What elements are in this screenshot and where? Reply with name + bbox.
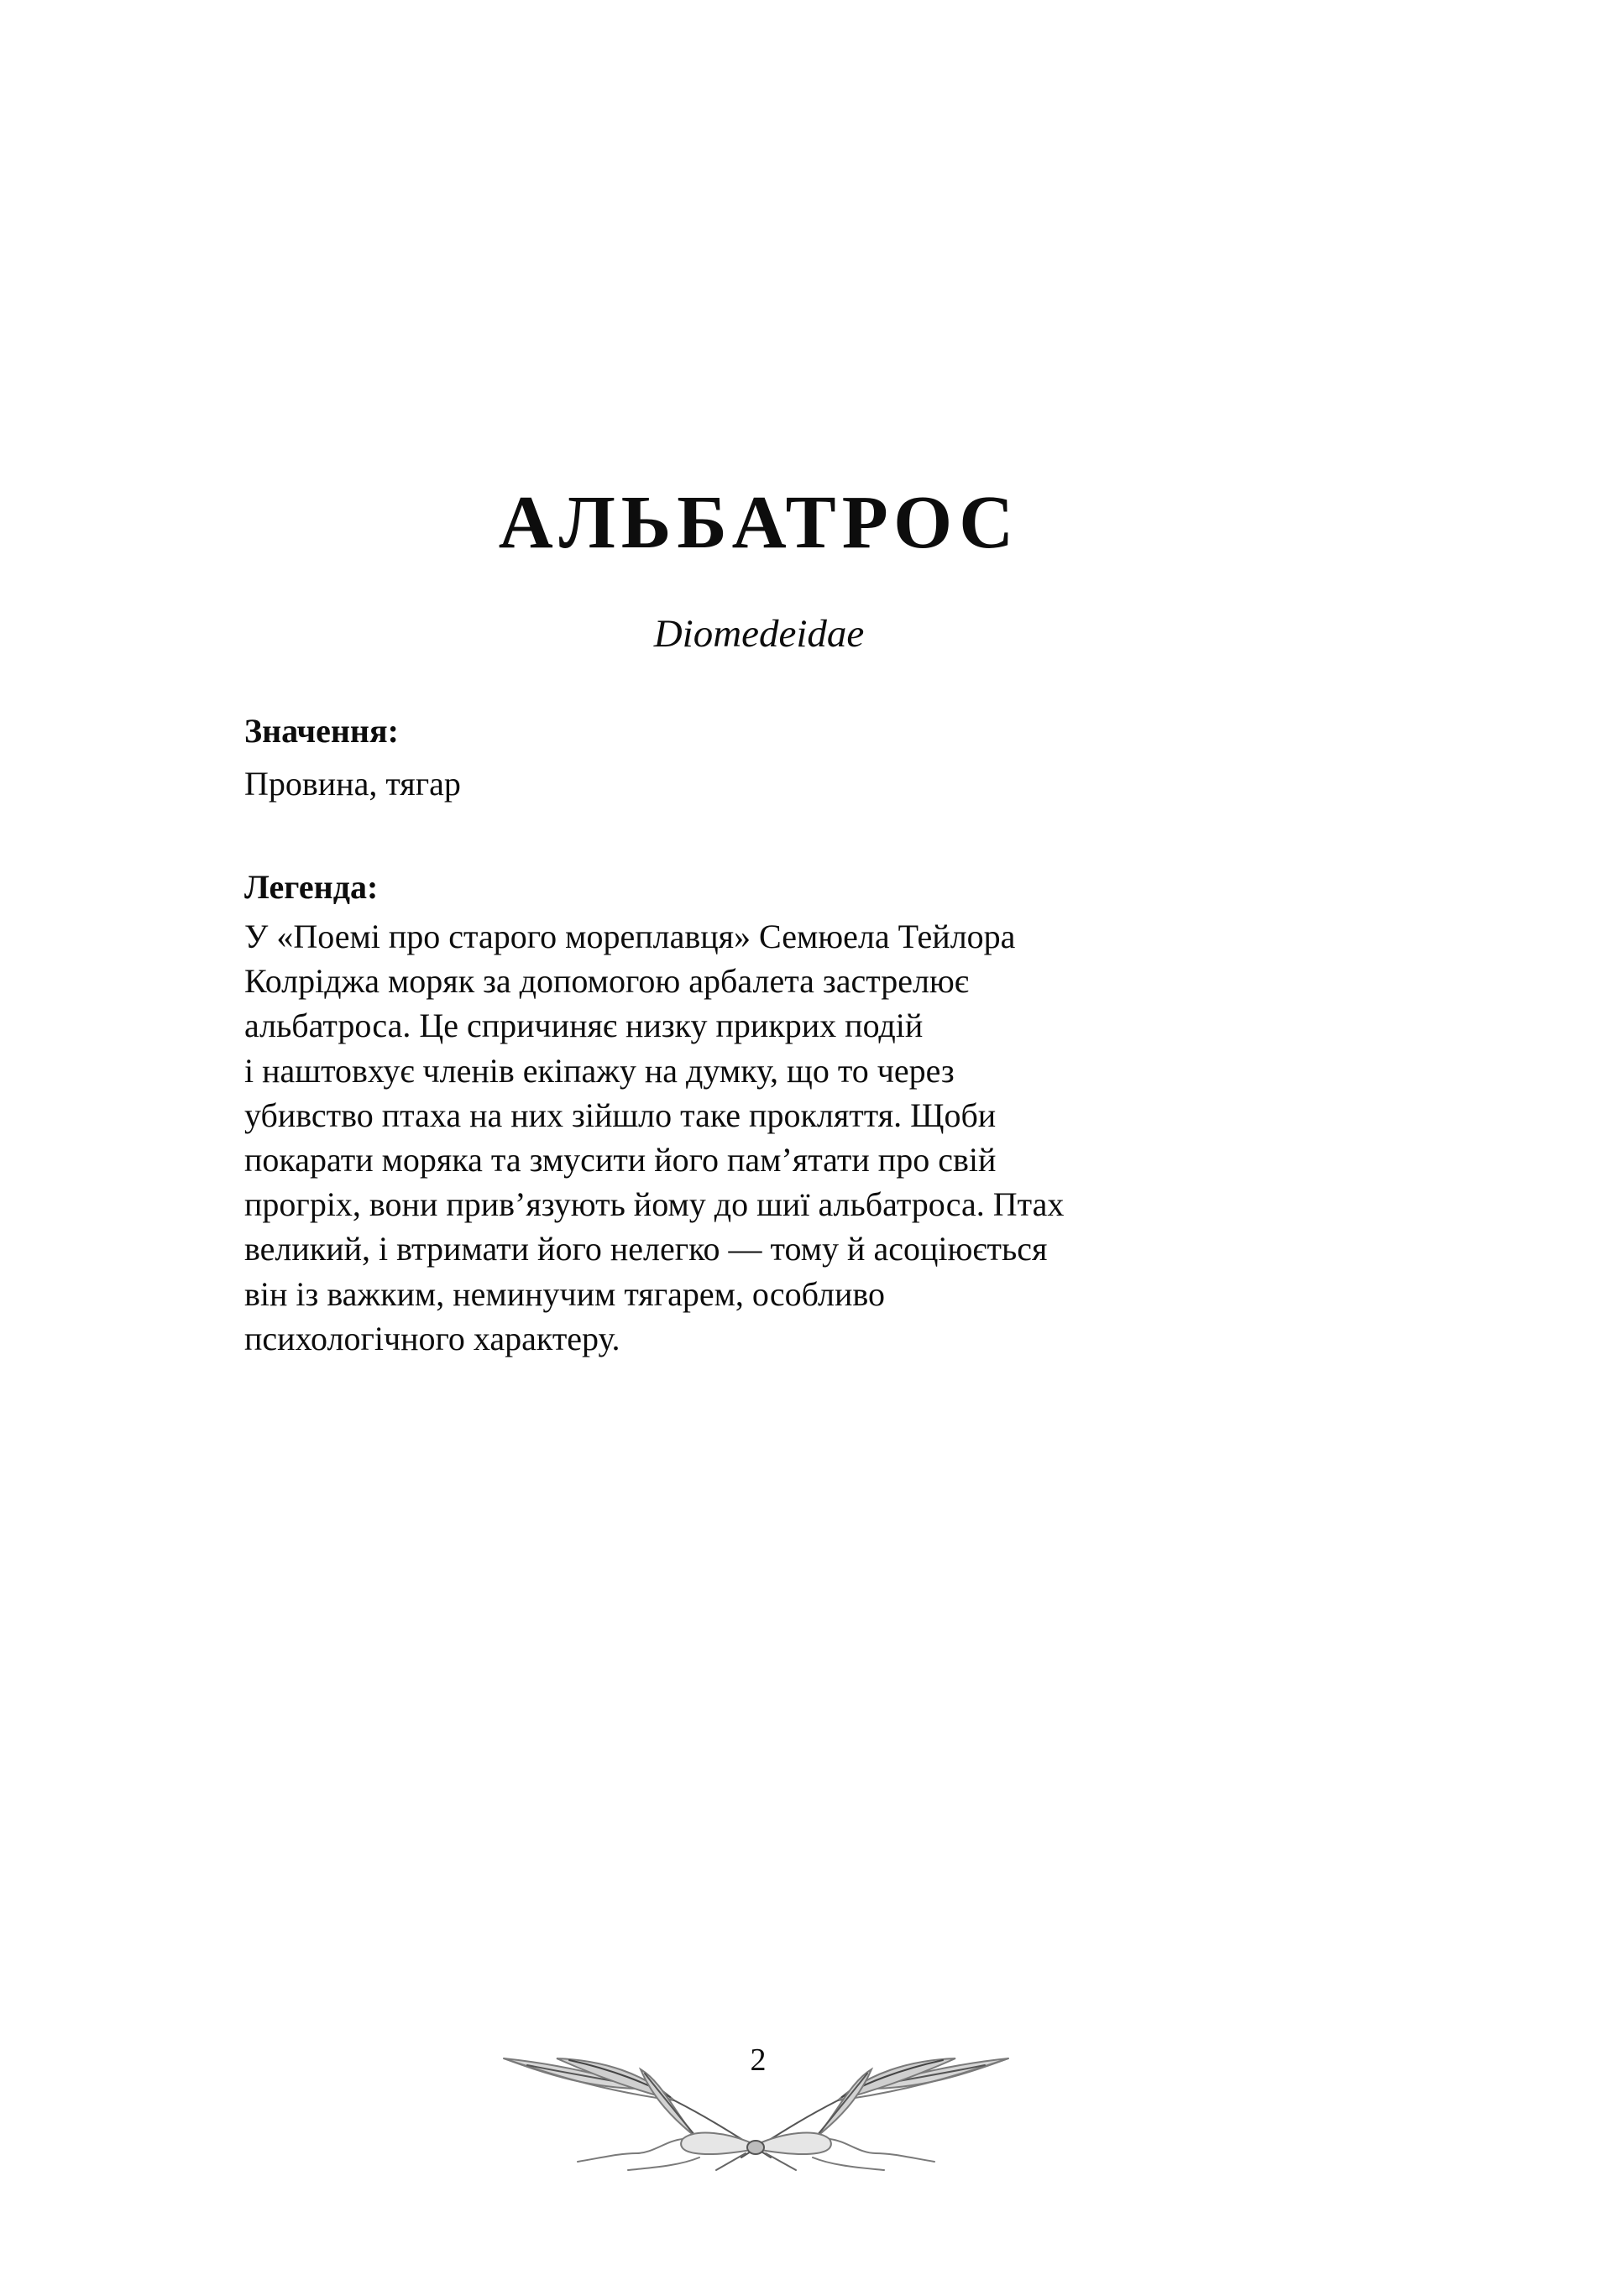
- legend-text: [244, 914, 1285, 1361]
- page-number: 2: [750, 2042, 767, 2078]
- entry-title: АЛЬБАТРОС: [498, 481, 1020, 564]
- page-footer: [494, 2032, 1018, 2174]
- legend-label: Легенда:: [244, 868, 379, 906]
- legend-line: покарати моряка та змусити його пам’ятати про свій: [244, 1141, 997, 1179]
- meaning-text: Провина, тягар: [244, 765, 461, 803]
- latin-name: Diomedeidae: [653, 612, 865, 656]
- legend-line: він із важким, неминучим тягарем, особливо: [244, 1274, 886, 1313]
- legend-line: прогріх, вони прив’язують йому до шиї альбатроса. Птах: [244, 1185, 1065, 1224]
- legend-line: і наштовхує членів екіпажу на думку, що то через: [244, 1051, 955, 1090]
- meaning-label: Значення:: [244, 712, 399, 750]
- legend-line: убивство птаха на них зійшло таке прокляття. Щоби: [244, 1096, 997, 1134]
- legend-section: [244, 866, 1285, 1361]
- meaning-section: [244, 709, 1285, 806]
- legend-line: психологічного характеру.: [244, 1319, 620, 1357]
- legend-line: У «Поемі про старого мореплавця» Семюела Тейлора: [244, 918, 1016, 955]
- legend-line: великий, і втримати його нелегко — тому й асоціюється: [244, 1230, 1048, 1268]
- legend-line: Колріджа моряк за допомогою арбалета застрелює: [244, 962, 969, 1001]
- legend-line: альбатроса. Це спричиняє низку прикрих подій: [244, 1007, 924, 1045]
